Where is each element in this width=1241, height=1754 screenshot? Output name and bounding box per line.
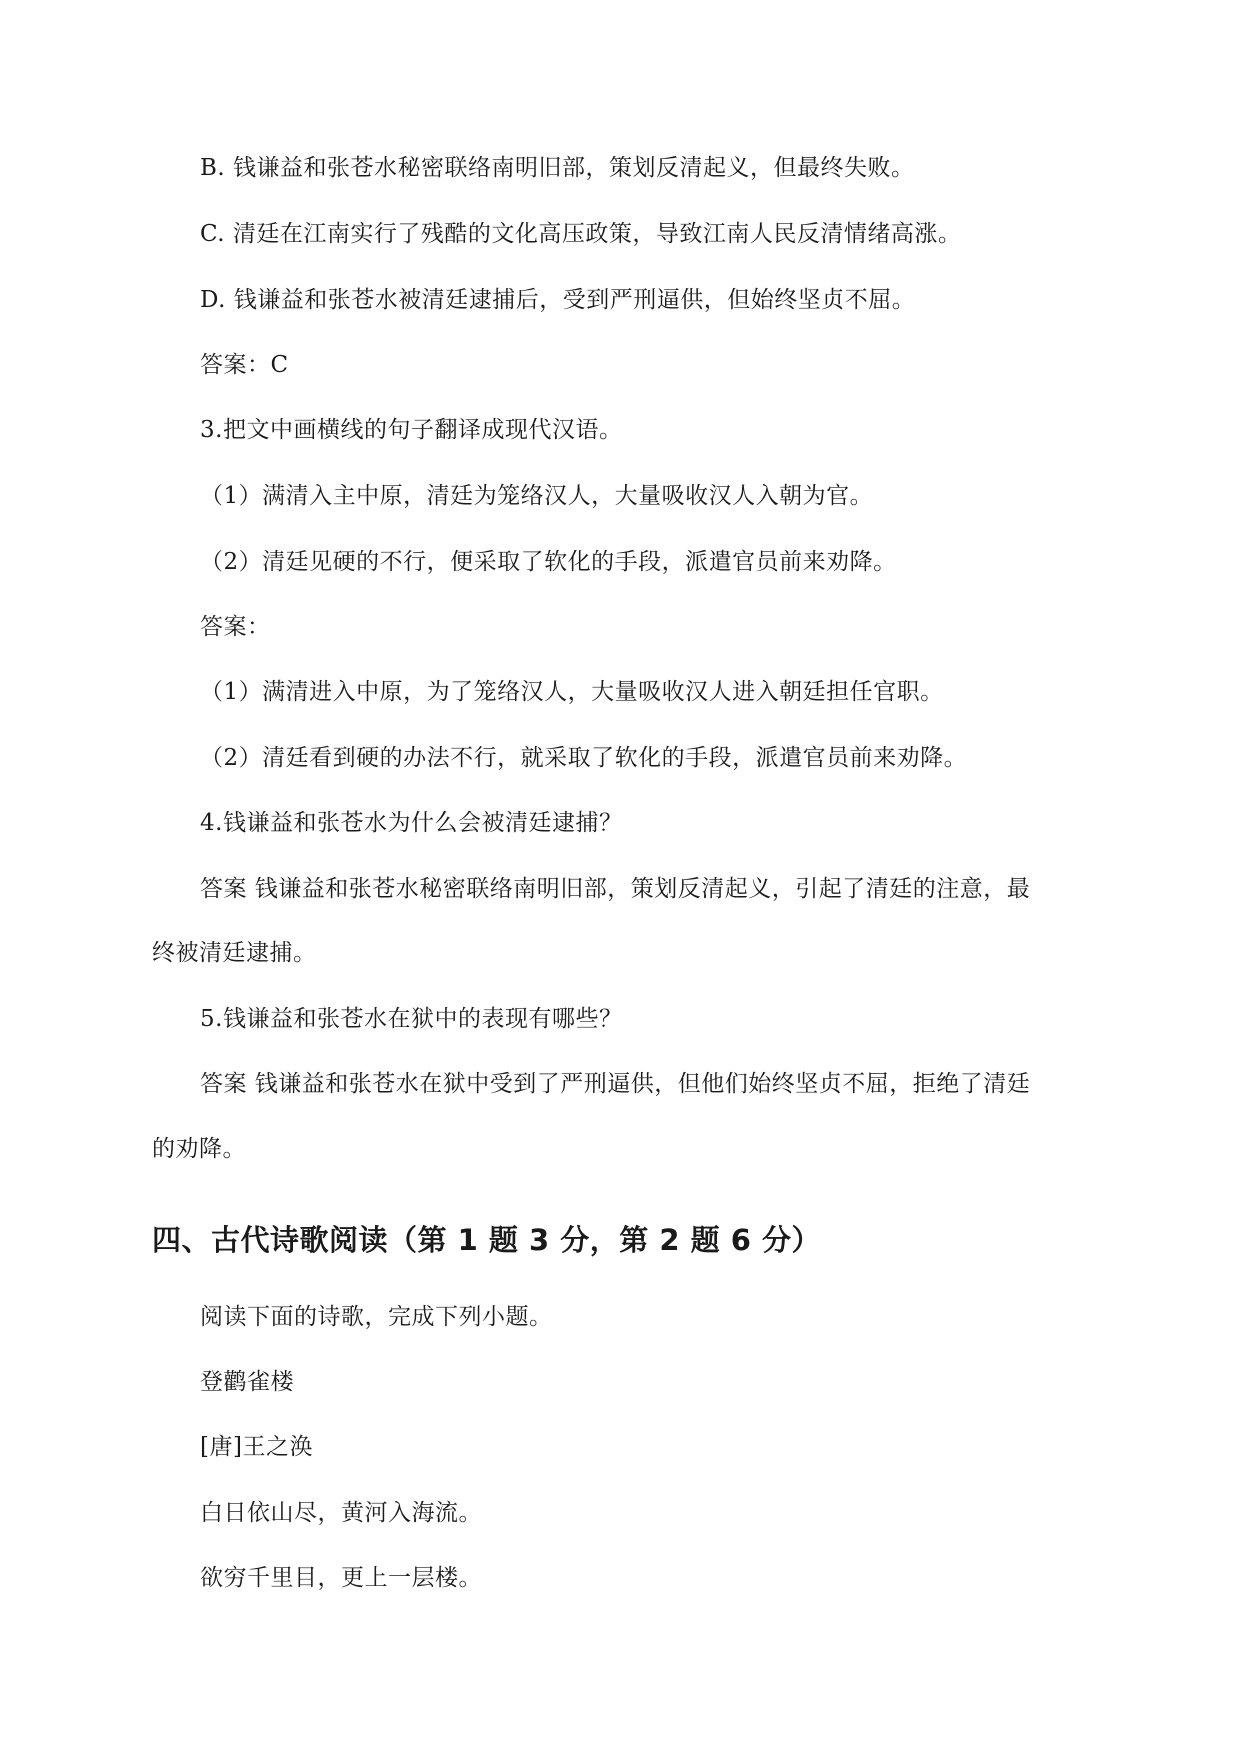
answer-4-line-2: 终被清廷逮捕。: [152, 940, 317, 966]
section-heading: 四、古代诗歌阅读（第 1 题 3 分，第 2 题 6 分）: [152, 1223, 821, 1257]
answer-3-sentence-1: （1）满清进入中原，为了笼络汉人，大量吸收汉人进入朝廷担任官职。: [200, 679, 944, 705]
answer-4-line-1: 答案 钱谦益和张苍水秘密联络南明旧部，策划反清起义，引起了清廷的注意，最: [200, 876, 1031, 902]
option-c: C. 清廷在江南实行了残酷的文化高压政策，导致江南人民反清情绪高涨。: [200, 221, 962, 247]
answer-2: 答案：C: [200, 352, 289, 378]
poem-line-1: 白日依山尽，黄河入海流。: [200, 1500, 482, 1526]
reading-instruction: 阅读下面的诗歌，完成下列小题。: [200, 1304, 553, 1330]
answer-5-line-1: 答案 钱谦益和张苍水在狱中受到了严刑逼供，但他们始终坚贞不屈，拒绝了清廷: [200, 1071, 1031, 1097]
poem-line-2: 欲穷千里目，更上一层楼。: [200, 1565, 482, 1591]
poem-title: 登鹳雀楼: [200, 1369, 294, 1395]
option-b: B. 钱谦益和张苍水秘密联络南明旧部，策划反清起义，但最终失败。: [200, 155, 915, 181]
answer-3-label: 答案：: [200, 614, 271, 640]
answer-3-sentence-2: （2）清廷看到硬的办法不行，就采取了软化的手段，派遣官员前来劝降。: [200, 745, 968, 771]
question-5: 5.钱谦益和张苍水在狱中的表现有哪些？: [200, 1006, 623, 1032]
option-d: D. 钱谦益和张苍水被清廷逮捕后，受到严刑逼供，但始终坚贞不屈。: [200, 287, 916, 313]
question-3: 3.把文中画横线的句子翻译成现代汉语。: [200, 417, 623, 443]
question-3-sentence-1: （1）满清入主中原，清廷为笼络汉人，大量吸收汉人入朝为官。: [200, 483, 874, 509]
answer-5-line-2: 的劝降。: [152, 1136, 246, 1162]
question-4: 4.钱谦益和张苍水为什么会被清廷逮捕？: [200, 810, 623, 836]
question-3-sentence-2: （2）清廷见硬的不行，便采取了软化的手段，派遣官员前来劝降。: [200, 549, 897, 575]
poem-author: [唐]王之涣: [200, 1434, 313, 1460]
